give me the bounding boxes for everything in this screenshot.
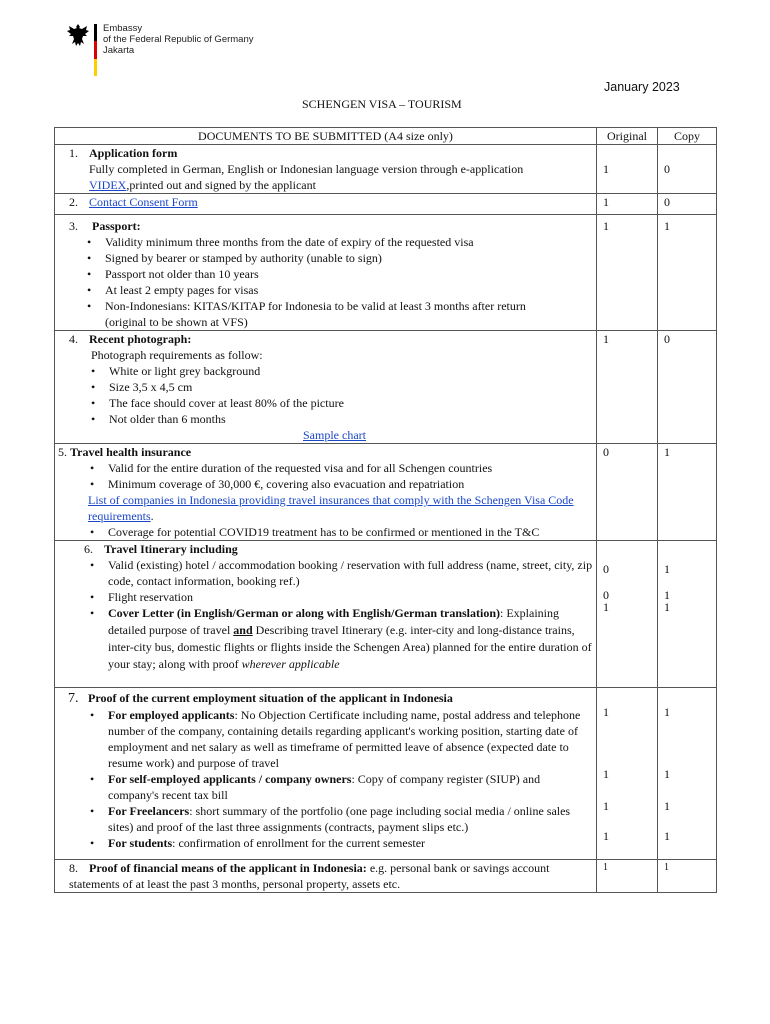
original-value: 0 <box>603 562 609 576</box>
table-header-row <box>55 128 717 145</box>
row-text: Fully completed in German, English or Indonesian language version through e-application <box>89 162 524 176</box>
table-row <box>55 215 717 331</box>
videx-link[interactable]: VIDEX <box>89 178 127 192</box>
row-title: Application form <box>89 146 178 160</box>
row-text-2: ,printed out and signed by the applicant <box>126 178 316 192</box>
embassy-line-1: Embassy <box>103 23 143 34</box>
copy-value: 1 <box>664 588 670 602</box>
original-value: 1 <box>597 215 658 331</box>
table-row <box>55 541 717 688</box>
original-value: 1 <box>603 600 609 614</box>
and-word: and <box>233 623 253 637</box>
wherever-applicable: wherever applicable <box>241 657 340 671</box>
copy-value: 1 <box>664 600 670 614</box>
table-row <box>55 331 717 444</box>
original-values <box>597 541 658 688</box>
table-row <box>55 688 717 860</box>
list-item: • The face should cover at least 80% of the picture <box>109 395 593 411</box>
list-item: • Minimum coverage of 30,000 €, covering also evacuation and repatriation <box>108 476 593 492</box>
original-value: 0 <box>597 444 658 541</box>
original-value: 1 <box>603 162 609 176</box>
row-number: 5. <box>58 445 67 459</box>
row-number: 8. <box>69 861 78 875</box>
list-item: • Size 3,5 x 4,5 cm <box>109 379 593 395</box>
row-number: 2. <box>69 195 78 209</box>
original-value: 1 <box>603 767 609 781</box>
contact-consent-form-link[interactable]: Contact Consent Form <box>89 195 198 209</box>
list-item: • Not older than 6 months <box>109 411 593 427</box>
copy-value: 1 <box>658 444 717 541</box>
row-text: e.g. personal bank or savings account statements of at least the past 3 months, personal property, assets etc. <box>69 861 550 891</box>
header-copy: Copy <box>658 128 717 145</box>
list-item <box>108 835 593 851</box>
list-item <box>108 707 593 771</box>
copy-count <box>658 145 717 194</box>
copy-value: 1 <box>658 860 717 893</box>
list-item: • Passport not older than 10 years <box>105 266 593 282</box>
list-item: • At least 2 empty pages for visas <box>105 282 593 298</box>
link-end: . <box>150 509 154 523</box>
copy-value: 1 <box>658 215 717 331</box>
row-title: Recent photograph: <box>89 332 192 346</box>
row-number: 3. <box>69 219 78 233</box>
students-title: For students <box>108 836 173 850</box>
row-number: 7. <box>68 691 79 706</box>
copy-value: 0 <box>664 162 670 176</box>
employed-text: : No Objection Certificate including name, postal address and telephone number of the company, containing details regarding applicant's working position, starting date of employment and net salary as well as timeframe of permitted leave of absence (expected date to resume work) and purpose of travel <box>108 708 581 770</box>
embassy-name <box>103 23 254 56</box>
german-flag-bar <box>94 24 97 76</box>
row-title: Travel health insurance <box>70 445 192 459</box>
table-row <box>55 444 717 541</box>
copy-value: 0 <box>658 194 717 215</box>
header-documents: DOCUMENTS TO BE SUBMITTED (A4 size only) <box>55 128 597 145</box>
original-value: 1 <box>597 331 658 444</box>
self-employed-title: For self-employed applicants / company owners <box>108 772 352 786</box>
original-value: 1 <box>597 860 658 893</box>
copy-values <box>658 541 717 688</box>
list-item: • Non-Indonesians: KITAS/KITAP for Indonesia to be valid at least 3 months after return <box>105 298 593 314</box>
freelancers-text: : short summary of the portfolio (one page including social media / online sales sites) and proof of the last three assignments (contracts, payment slips etc.) <box>108 804 571 834</box>
original-value: 1 <box>603 829 609 843</box>
copy-value: 1 <box>664 562 670 576</box>
row-title: Passport: <box>92 219 141 233</box>
copy-value: 0 <box>658 331 717 444</box>
original-value: 0 <box>603 588 609 602</box>
row-title: Proof of financial means of the applicant in Indonesia: <box>89 861 367 875</box>
list-item: • White or light grey background <box>109 363 593 379</box>
freelancers-title: For Freelancers <box>108 804 190 818</box>
original-values <box>597 688 658 860</box>
students-text: : confirmation of enrollment for the current semester <box>172 836 426 850</box>
copy-value: 1 <box>664 705 670 719</box>
table-row <box>55 194 717 215</box>
original-value: 1 <box>603 705 609 719</box>
list-item: • Coverage for potential COVID19 treatment has to be confirmed or mentioned in the T&C <box>108 524 593 540</box>
copy-value: 1 <box>664 799 670 813</box>
original-value: 1 <box>603 799 609 813</box>
embassy-line-2: of the Federal Republic of Germany <box>103 34 254 45</box>
list-item <box>108 803 593 835</box>
row-number: 4. <box>69 332 78 346</box>
table-row <box>55 860 717 893</box>
federal-eagle-icon <box>66 22 90 48</box>
document-date: January 2023 <box>604 80 680 94</box>
cover-letter-title: Cover Letter (in English/German or along with English/German translation) <box>108 606 501 620</box>
list-item: • Flight reservation <box>108 589 593 605</box>
sample-chart-link[interactable]: Sample chart <box>303 428 366 442</box>
documents-table <box>54 127 717 893</box>
list-item: • Valid (existing) hotel / accommodation booking / reservation with full address (name, street, city, zip code, contact information, booking ref.) <box>108 557 593 589</box>
cover-letter-text: : Explaining detailed purpose of travel <box>108 606 560 637</box>
original-value: 1 <box>597 194 658 215</box>
list-item <box>108 605 593 673</box>
row-title: Travel Itinerary including <box>104 542 238 556</box>
list-item: • Valid for the entire duration of the requested visa and for all Schengen countries <box>108 460 593 476</box>
list-item-continuation: (original to be shown at VFS) <box>105 315 248 329</box>
list-item: • Signed by bearer or stamped by authority (unable to sign) <box>105 250 593 266</box>
copy-value: 1 <box>664 767 670 781</box>
copy-values <box>658 688 717 860</box>
insurance-companies-link[interactable]: List of companies in Indonesia providing travel insurances that comply with the Schengen Visa Code requirements <box>88 493 574 523</box>
list-item: • Validity minimum three months from the date of expiry of the requested visa <box>105 234 593 250</box>
self-employed-text: : Copy of company register (SIUP) and company's recent tax bill <box>108 772 541 802</box>
row-intro: Photograph requirements as follow: <box>91 348 263 362</box>
embassy-line-3: Jakarta <box>103 45 135 56</box>
original-count <box>597 145 658 194</box>
row-title: Proof of the current employment situation of the applicant in Indonesia <box>88 691 453 705</box>
row-number: 6. <box>84 542 93 556</box>
employed-title: For employed applicants <box>108 708 235 722</box>
cover-letter-rest: Describing travel Itinerary (e.g. inter-city and long-distance trains, inter-city bus, domestic flights or flights inside the Schengen Area) planned for the entire duration of your stay; along with proof <box>108 623 592 671</box>
table-row <box>55 145 717 194</box>
list-item <box>108 771 593 803</box>
document-title: SCHENGEN VISA – TOURISM <box>302 97 462 111</box>
row-number: 1. <box>69 146 78 160</box>
header-original: Original <box>597 128 658 145</box>
copy-value: 1 <box>664 829 670 843</box>
